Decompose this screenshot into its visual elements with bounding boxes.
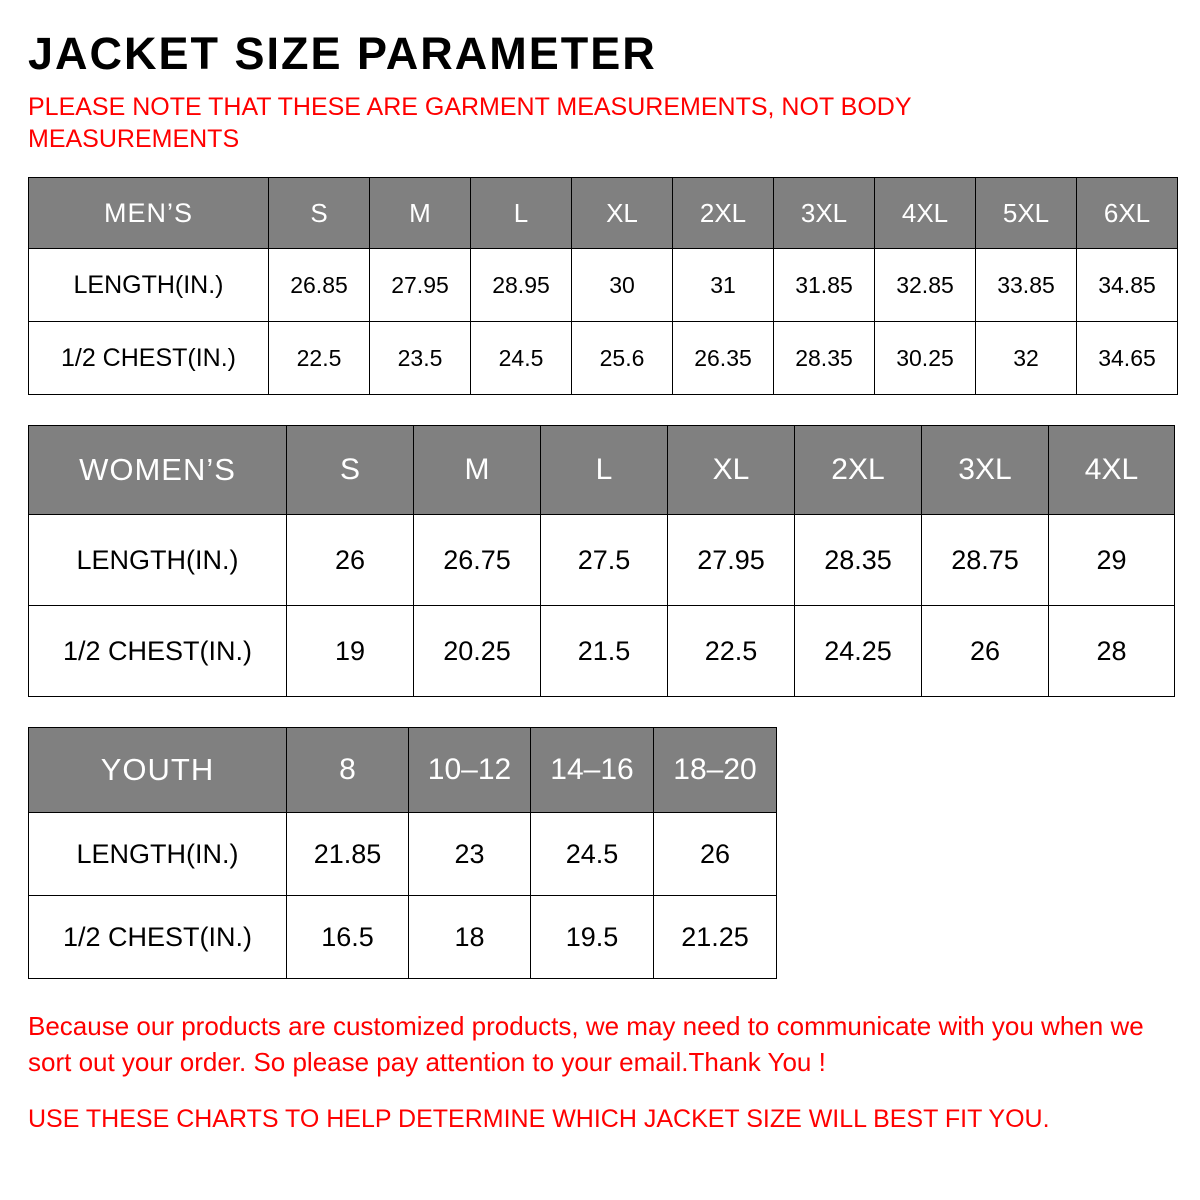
- table-header-cell: 4XL: [1049, 426, 1175, 515]
- table-cell: 28.35: [795, 515, 922, 606]
- table-header-cell: 18–20: [654, 728, 777, 813]
- table-cell: 26: [922, 606, 1049, 697]
- table-cell: 26.35: [673, 322, 774, 395]
- table-header-cell: M: [414, 426, 541, 515]
- table-cell: 32.85: [875, 249, 976, 322]
- table-row: [29, 606, 1175, 697]
- row-label: LENGTH(IN.): [29, 813, 287, 896]
- table-cell: 30: [572, 249, 673, 322]
- table-cell: 21.85: [287, 813, 409, 896]
- table-header-cell: 8: [287, 728, 409, 813]
- table-header-cell: 2XL: [673, 178, 774, 249]
- table-cell: 26.75: [414, 515, 541, 606]
- table-header-row: [29, 728, 777, 813]
- table-cell: 31.85: [774, 249, 875, 322]
- table-header-cell: 3XL: [774, 178, 875, 249]
- table-cell: 28.35: [774, 322, 875, 395]
- table-cell: 19: [287, 606, 414, 697]
- table-header-row: [29, 178, 1178, 249]
- measurement-note: PLEASE NOTE THAT THESE ARE GARMENT MEASUREMENTS, NOT BODY MEASUREMENTS: [28, 93, 912, 154]
- table-cell: 28.75: [922, 515, 1049, 606]
- table-cell: 32: [976, 322, 1077, 395]
- row-label: 1/2 CHEST(IN.): [29, 606, 287, 697]
- table-header-cell: XL: [668, 426, 795, 515]
- table-cell: 27.5: [541, 515, 668, 606]
- table-header-cell: M: [370, 178, 471, 249]
- table-cell: 20.25: [414, 606, 541, 697]
- table-row: [29, 322, 1178, 395]
- table-header-row: [29, 426, 1175, 515]
- page-title: JACKET SIZE PARAMETER: [28, 28, 657, 79]
- chart-usage-note: USE THESE CHARTS TO HELP DETERMINE WHICH JACKET SIZE WILL BEST FIT YOU.: [28, 1105, 1050, 1133]
- table-cell: 26: [287, 515, 414, 606]
- table-row: [29, 896, 777, 979]
- table-row: [29, 813, 777, 896]
- table-cell: 24.25: [795, 606, 922, 697]
- row-label: 1/2 CHEST(IN.): [29, 322, 269, 395]
- table-cell: 21.25: [654, 896, 777, 979]
- row-label: 1/2 CHEST(IN.): [29, 896, 287, 979]
- table-header-cell: 5XL: [976, 178, 1077, 249]
- table-row: [29, 515, 1175, 606]
- table-cell: 18: [409, 896, 531, 979]
- table-cell: 24.5: [531, 813, 654, 896]
- table-header-cell: MEN’S: [29, 178, 269, 249]
- table-cell: 22.5: [269, 322, 370, 395]
- customization-note: Because our products are customized products, we may need to communicate with you when we sort out your order. So please pay attention to your email.Thank You !: [28, 1011, 1144, 1078]
- table-header-cell: S: [269, 178, 370, 249]
- table-cell: 29: [1049, 515, 1175, 606]
- table-header-cell: S: [287, 426, 414, 515]
- table-header-cell: 3XL: [922, 426, 1049, 515]
- table-header-cell: YOUTH: [29, 728, 287, 813]
- table-header-cell: 14–16: [531, 728, 654, 813]
- table-cell: 22.5: [668, 606, 795, 697]
- table-header-cell: 6XL: [1077, 178, 1178, 249]
- table-cell: 34.65: [1077, 322, 1178, 395]
- table-row: [29, 249, 1178, 322]
- table-cell: 34.85: [1077, 249, 1178, 322]
- table-cell: 28.95: [471, 249, 572, 322]
- table-cell: 24.5: [471, 322, 572, 395]
- row-label: LENGTH(IN.): [29, 249, 269, 322]
- table-cell: 27.95: [668, 515, 795, 606]
- table-cell: 21.5: [541, 606, 668, 697]
- table-cell: 31: [673, 249, 774, 322]
- table-header-cell: WOMEN’S: [29, 426, 287, 515]
- table-header-cell: L: [541, 426, 668, 515]
- table-cell: 16.5: [287, 896, 409, 979]
- table-header-cell: 4XL: [875, 178, 976, 249]
- table-cell: 33.85: [976, 249, 1077, 322]
- table-cell: 25.6: [572, 322, 673, 395]
- mens-size-table: [28, 177, 1178, 395]
- table-cell: 19.5: [531, 896, 654, 979]
- row-label: LENGTH(IN.): [29, 515, 287, 606]
- table-header-cell: 2XL: [795, 426, 922, 515]
- table-header-cell: 10–12: [409, 728, 531, 813]
- youth-size-table: [28, 727, 777, 979]
- table-cell: 27.95: [370, 249, 471, 322]
- table-header-cell: L: [471, 178, 572, 249]
- table-cell: 30.25: [875, 322, 976, 395]
- table-cell: 23: [409, 813, 531, 896]
- womens-size-table: [28, 425, 1175, 697]
- table-cell: 26.85: [269, 249, 370, 322]
- table-cell: 23.5: [370, 322, 471, 395]
- table-header-cell: XL: [572, 178, 673, 249]
- table-cell: 26: [654, 813, 777, 896]
- table-cell: 28: [1049, 606, 1175, 697]
